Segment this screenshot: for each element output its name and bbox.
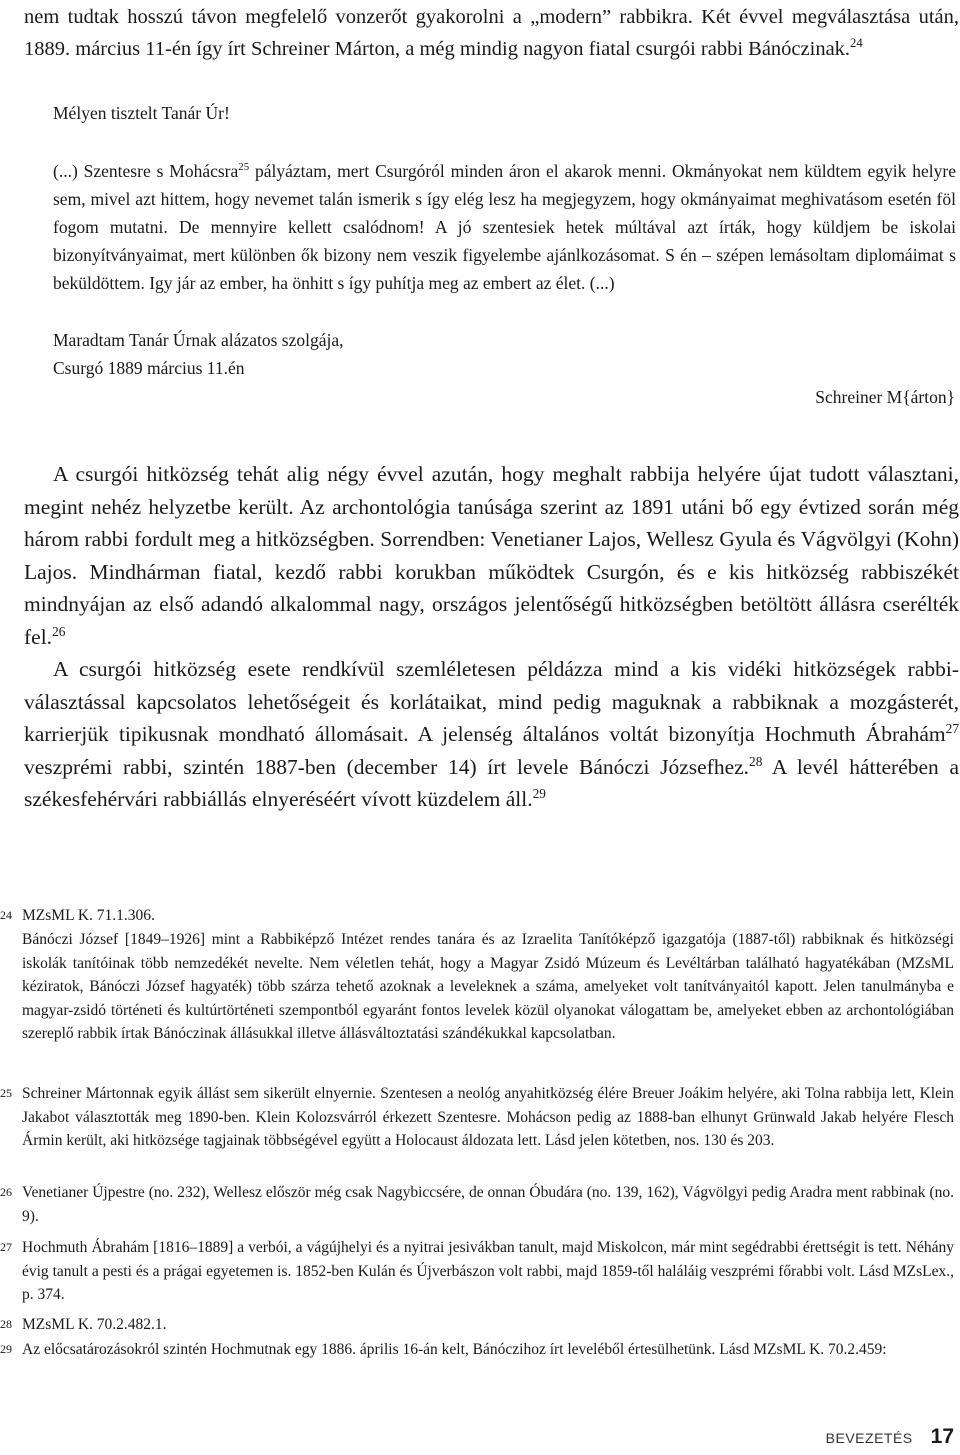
main-paragraph-2-text-b: veszprémi rabbi, szintén 1887-ben (december 14) írt levele Bánóczi Józsefhez. [24, 754, 750, 779]
footnote-number: 26 [0, 1185, 12, 1199]
footnote-24-continued [22, 928, 954, 1046]
letter-closing: Maradtam Tanár Úrnak alázatos szolgája, [53, 330, 344, 350]
footnote-ref-26[interactable]: 26 [52, 623, 66, 639]
footnote-text: Az előcsatározásokról szintén Hochmutnak egy 1886. április 16-án kelt, Bánóczihoz írt leveléből értesülhetünk. Lásd MZsML K. 70.2.459: [22, 1341, 887, 1358]
main-paragraph-1 [24, 458, 959, 653]
footnote-ref-28[interactable]: 28 [749, 753, 763, 769]
footnote-27 [0, 1236, 954, 1307]
section-title: BEVEZETÉS [825, 1430, 913, 1446]
footnote-text: Bánóczi József [1849–1926] mint a Rabbiképző Intézet rendes tanára és az Izraelita Tanítóképző igazgatója (1887-től) rabbiknak és hitközségi iskolák tanítóinak több nemzedékét nevelte. Nem véletlen tehát, hogy a Magyar Zsidó Múzeum és Levéltárban található hagyatékában (MZsML kéziratok, Bánóczi József hagyaték) több szárza tehető azoknak a leveleknek a száma, amelyeket volt tanítványaitól kapott. Jelen tanulmányba e magyar-zsidó történeti és kultúrtörténeti szempontból egyaránt fontos levelek közül olyanokat válogattam be, amelyeket ebben az archontológiában szereplő rabbik írtak Bánóczinak állásukkal illetve állásváltoztatási szándékukkal kapcsolatban. [22, 931, 954, 1043]
footnote-text: Venetianer Újpestre (no. 232), Wellesz először még csak Nagybiccsére, de onnan Óbudára (no. 139, 162), Vágvölgyi pedig Aradra ment rabbinak (no. 9). [22, 1184, 954, 1225]
footnote-number: 27 [0, 1240, 12, 1254]
footnote-text: MZsML K. 70.2.482.1. [22, 1316, 167, 1333]
footnote-text: Hochmuth Ábrahám [1816–1889] a verbói, a vágújhelyi és a nyitrai jesivákban tanult, majd Miskolcon, már mint segédrabbi érettségit is tett. Néhány évig tanult a pesti és a prágai egyetemen is. 1852-ben Kulán és Újverbászon volt rabbi, majd 1859-től haláláig veszprémi főrabbi volt. Lásd MZsLex., p. 374. [22, 1239, 954, 1304]
footnote-25 [0, 1082, 954, 1153]
footnote-number: 24 [0, 908, 12, 922]
letter-signature: Schreiner M{árton} [815, 387, 955, 407]
page-footer [826, 1425, 954, 1449]
footnote-text: Schreiner Mártonnak egyik állást sem sikerült elnyernie. Szentesen a neológ anyahitközség élére Breuer Joákim helyére, aki Tolna rabbija lett, Klein Jakabot választották meg 1890-ben. Klein Kolozsvárról érkezett Szentesre. Mohácson pedig az 1888-ban elhunyt Grünwald Jakab helyére Flesch Ármin került, aki hitközsége tagjainak többségével együtt a Holocaust áldozata lett. Lásd jelen kötetben, nos. 130 és 203. [22, 1085, 954, 1150]
footnote-24 [0, 904, 954, 928]
main-paragraph-2-text-a: A csurgói hitközség esete rendkívül szemléletesen példázza mind a kis vidéki hitközségek rabbi-választással kapcsolatos lehetőségeit és korlátaikat, mind pedig maguknak a rabbiknak a mozgásterét, karrierjük tipikusnak mondható állomásait. A jelenség általános voltát bizonyítja Hochmuth Ábrahám [24, 657, 959, 746]
footnote-26 [0, 1181, 954, 1228]
main-paragraph-2 [24, 653, 959, 816]
footnote-ref-27[interactable]: 27 [945, 720, 959, 736]
footnote-ref-29[interactable]: 29 [532, 785, 546, 801]
letter-body-rest: pályáztam, mert Csurgóról minden áron el akarok menni. Okmányokat nem küldtem egyik helyre sem, mivel azt hittem, hogy nevemet talán ismerik s így elég lesz ha megjegyzem, hogy okmányaimat meghivatásom esetén föl fogom mutatni. De mennyire kellett csalódnom! A jó szentesiek hetek múltával azt írták, hogy küldjem be iskolai bizonyítványaimat, mert különben ők bizony nem veszik figyelembe ajánlkozásomat. S én – szépen lemásoltam diplomáimat s beküldöttem. Igy jár az ember, ha önhitt s így puhítja meg az embert az élet. (...) [53, 161, 956, 293]
letter-body-start: (...) Szentesre s Mohácsra [53, 161, 239, 181]
main-paragraph-2-text-c: A levél hátterében a székesfehérvári rabbiállás elnyeréséért vívott küzdelem áll. [24, 754, 959, 811]
footnote-ref-24[interactable]: 24 [850, 35, 863, 50]
footnote-number: 29 [0, 1342, 12, 1356]
page-number: 17 [930, 1425, 954, 1448]
main-paragraph-1-text: A csurgói hitközség tehát alig négy évvel azután, hogy meghalt rabbija helyére újat tudott választani, megint nehéz helyzetbe került. Az archontológia tanúsága szerint az 1891 utáni bő egy évtized során még három rabbi fordult meg a hitközségben. Sorrendben: Venetianer Lajos, Wellesz Gyula és Vágvölgyi (Kohn) Lajos. Mindhárman fiatal, kezdő rabbi korukban működtek Csurgón, és e kis hitközség rabbiszékét mindnyájan az első adandó alkalommal nagy, országos jelentőségű hitközségben betöltött állásra cserélték fel. [24, 462, 959, 649]
letter-salutation: Mélyen tisztelt Tanár Úr! [53, 103, 230, 123]
footnote-number: 25 [0, 1086, 12, 1100]
footnote-29 [0, 1338, 954, 1362]
footnote-text: MZsML K. 71.1.306. [22, 907, 155, 924]
intro-text: nem tudtak hosszú távon megfelelő vonzerőt gyakorolni a „modern” rabbikra. Két évvel megválasztása után, 1889. március 11-én így írt Schreiner Márton, a még mindig nagyon fiatal csurgói rabbi Bánóczinak. [24, 6, 959, 60]
footnote-number: 28 [0, 1317, 12, 1331]
letter-place-date: Csurgó 1889 március 11.én [53, 358, 245, 378]
letter-body [53, 157, 956, 297]
footnote-28 [0, 1313, 954, 1337]
footnote-ref-25[interactable]: 25 [238, 161, 250, 174]
intro-paragraph [24, 2, 959, 65]
